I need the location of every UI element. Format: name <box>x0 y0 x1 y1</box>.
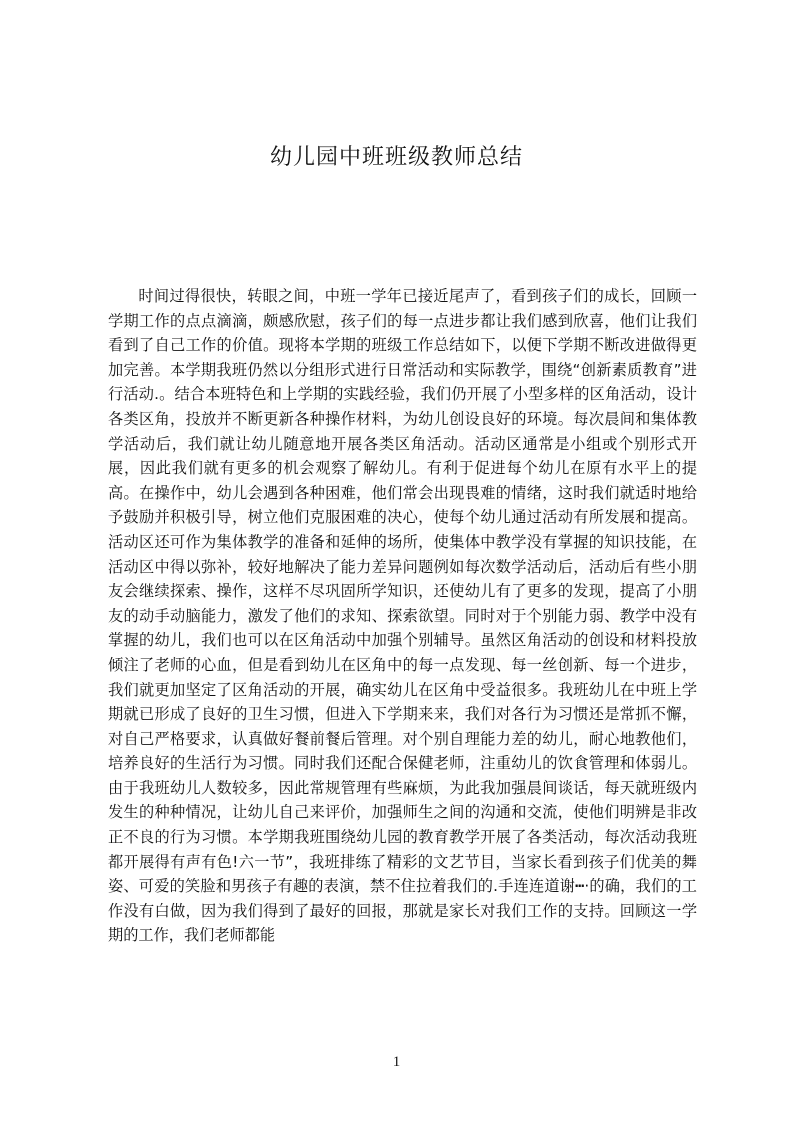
page-title: 幼儿园中班班级教师总结 <box>269 145 523 170</box>
body-paragraph: 时间过得很快，转眼之间，中班一学年已接近尾声了，看到孩子们的成长，回顾一学期工作的点点滴滴，颇感欣慰，孩子们的每一点进步都让我们感到欣喜，他们让我们看到了自己工作的价值。现将本学期的班级工作总结如下，以便下学期不断改进做得更加完善。本学期我班仍然以分组形式进行日常活动和实际教学，围绕“创新素质教育”进行活动.。结合本班特色和上学期的实践经验，我们仍开展了小型多样的区角活动，设计各类区角，投放并不断更新各种操作材料，为幼儿创设良好的环境。每次晨间和集体教学活动后，我们就让幼儿随意地开展各类区角活动。活动区通常是小组或个别形式开展，因此我们就有更多的机会观察了解幼儿。有利于促进每个幼儿在原有水平上的提高。在操作中，幼儿会遇到各种困难，他们常会出现畏难的情绪，这时我们就适时地给予鼓励并积极引导，树立他们克服困难的决心，使每个幼儿通过活动有所发展和提高。活动区还可作为集体教学的准备和延伸的场所，使集体中教学没有掌握的知识技能，在活动区中得以弥补，较好地解决了能力差异问题例如每次数学活动后，活动后有些小朋友会继续探索、操作，这样不尽巩固所学知识，还使幼儿有了更多的发现，提高了小朋友的动手动脑能力，激发了他们的求知、探索欲望。同时对于个别能力弱、教学中没有掌握的幼儿，我们也可以在区角活动中加强个别辅导。虽然区角活动的创设和材料投放倾注了老师的心血，但是看到幼儿在区角中的每一点发现、每一丝创新、每一个进步，我们就更加坚定了区角活动的开展，确实幼儿在区角中受益很多。我班幼儿在中班上学期就已形成了良好的卫生习惯，但进入下学期来来，我们对各行为习惯还是常抓不懈，对自己严格要求，认真做好餐前餐后管理。对个别自理能力差的幼儿，耐心地教他们，培养良好的生活行为习惯。同时我们还配合保健老师，注重幼儿的饮食管理和体弱儿。由于我班幼儿人数较多，因此常规管理有些麻烦，为此我加强晨间谈话，每天就班级内发生的种种情况，让幼儿自己来评价，加强师生之间的沟通和交流，使他们明辨是非改正不良的行为习惯。本学期我班围绕幼儿园的教育教学开展了各类活动，每次活动我班都开展得有声有色!六一节”，我班排练了精彩的文艺节目，当家长看到孩子们优美的舞姿、可爱的笑脸和男孩子有趣的表演，禁不住拉着我们的.手连连道谢┅·的确，我们的工作没有白做，因为我们得到了最好的回报，那就是家长对我们工作的支持。回顾这一学期的工作，我们老师都能 <box>108 287 697 945</box>
page-number: 1 <box>392 1054 401 1070</box>
